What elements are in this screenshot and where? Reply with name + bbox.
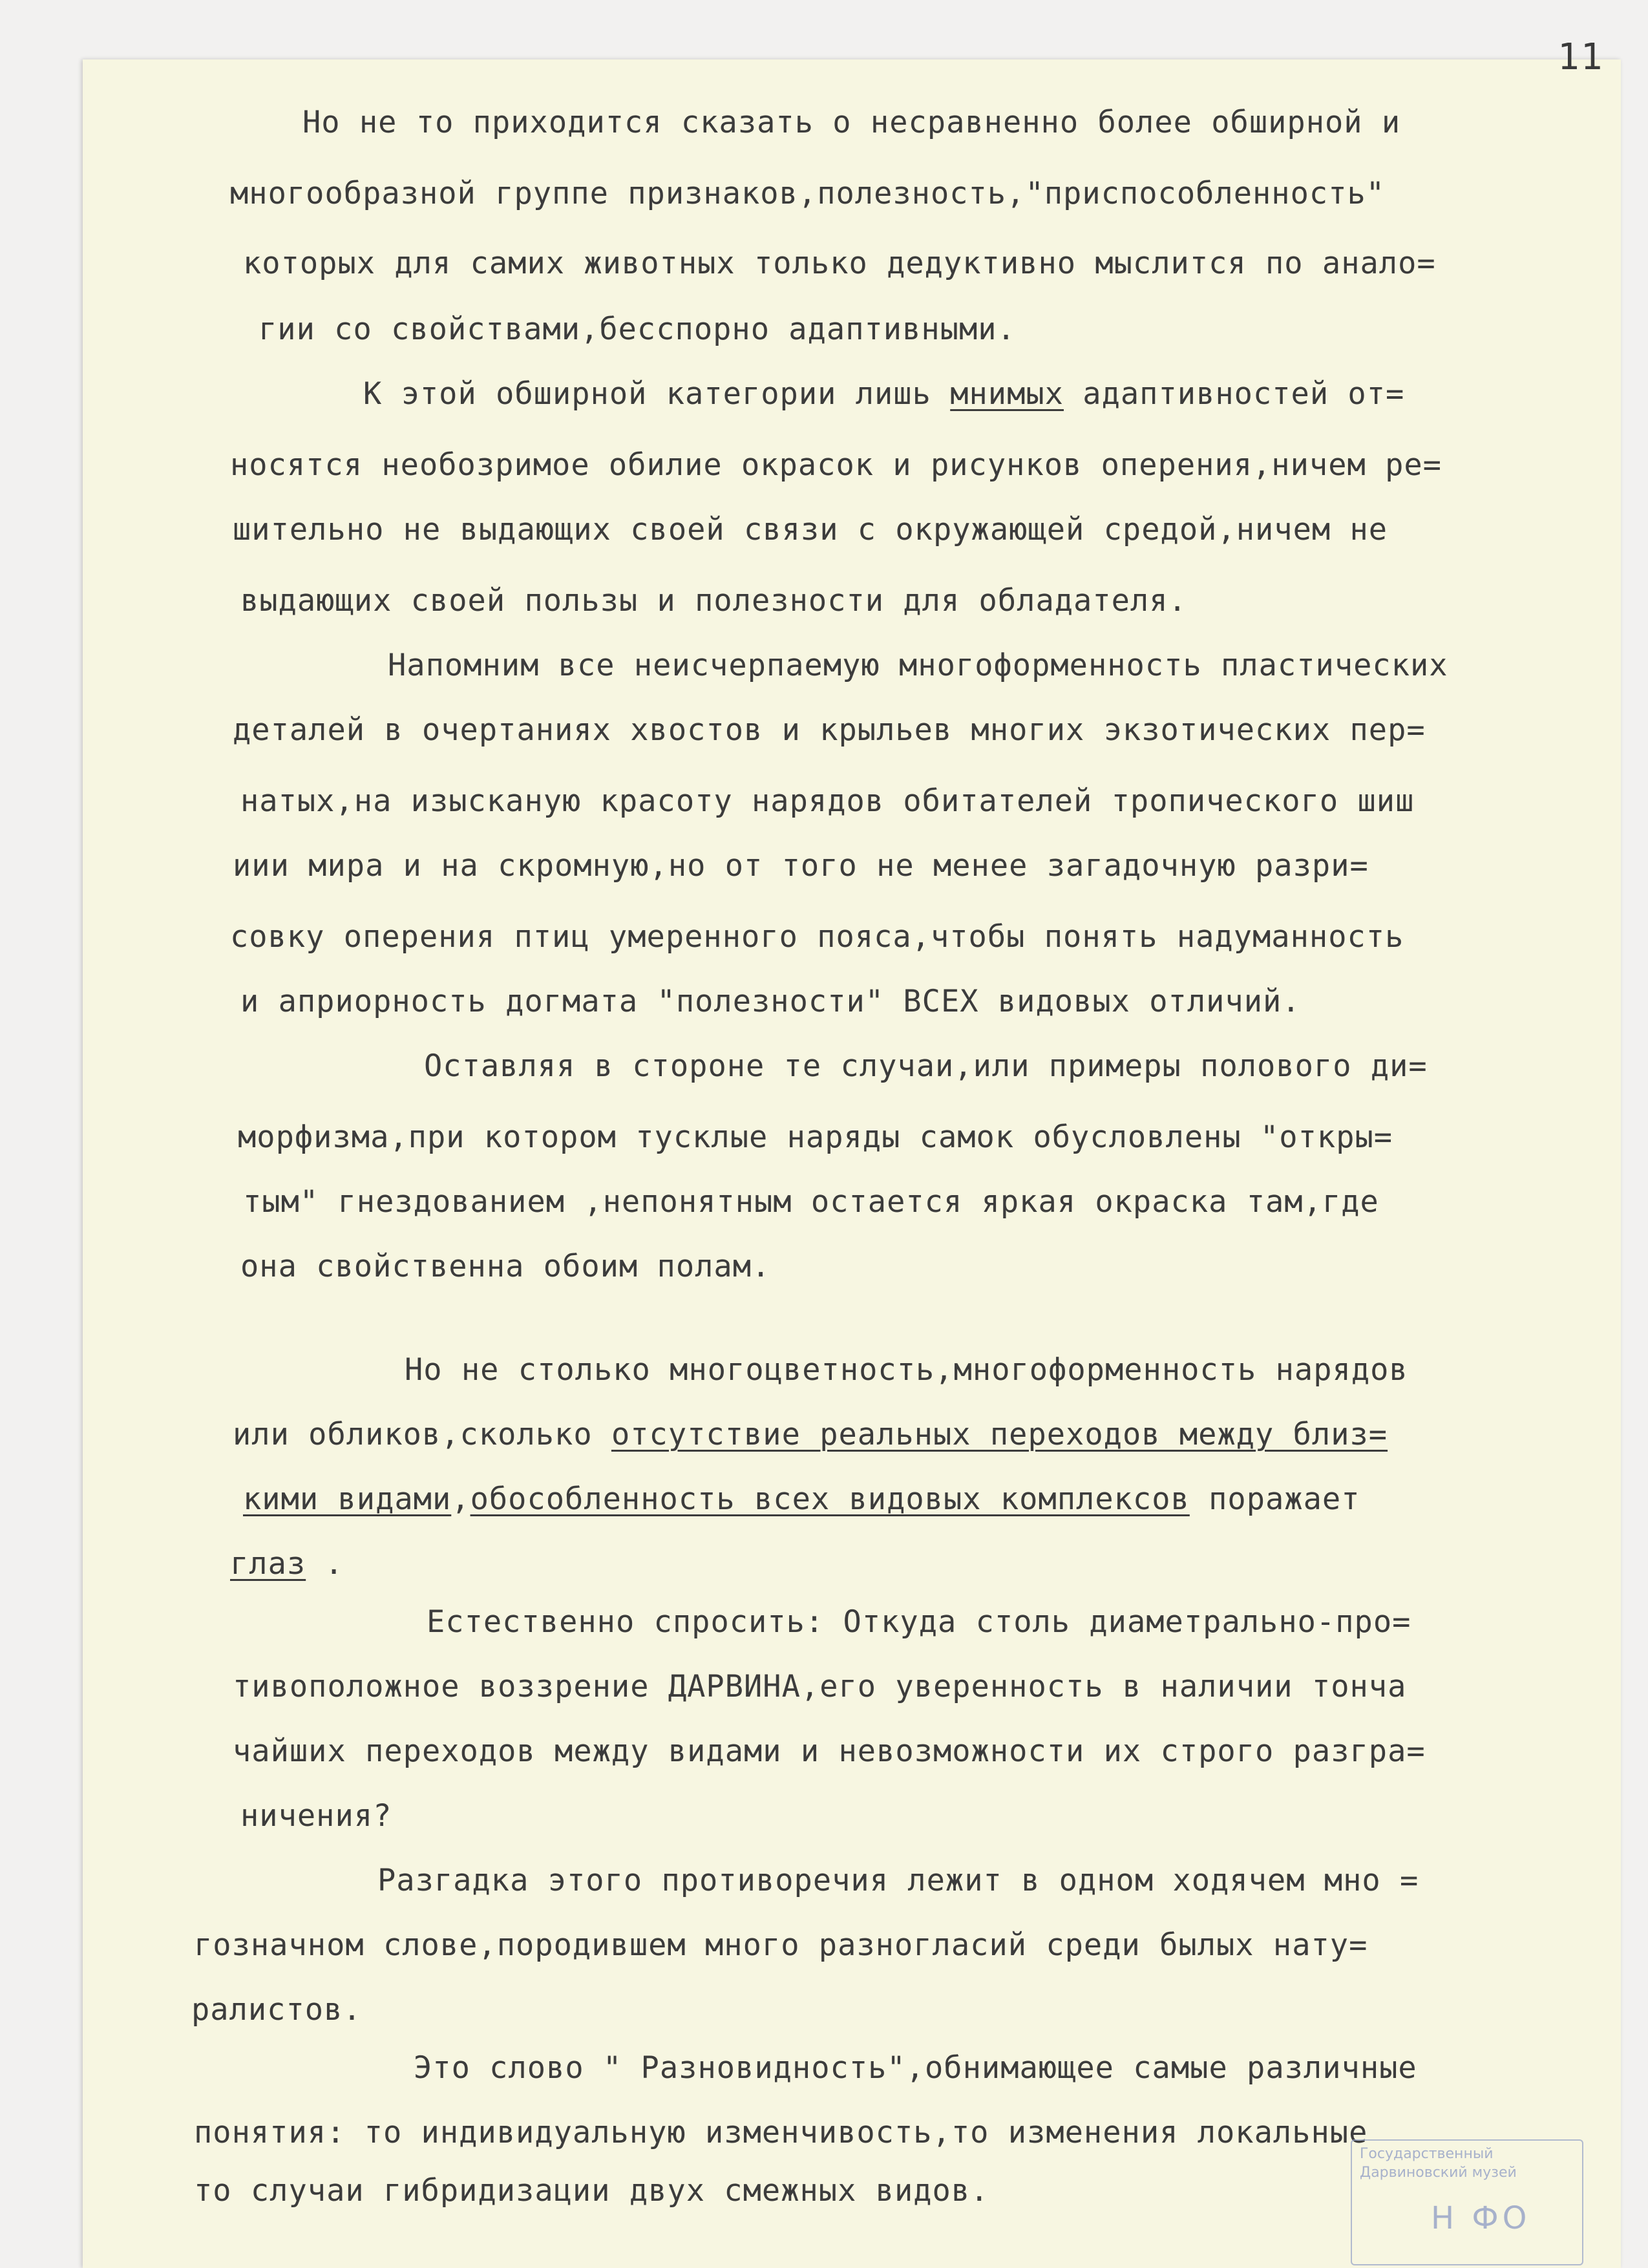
text-line: тивоположное воззрение ДАРВИНА,его уверенность в наличии тонча [233,1669,1407,1704]
text-line: многообразной группе признаков,полезность,"приспособленность" [230,176,1386,211]
text-line: ралистов. [191,1992,362,2028]
text-line [243,1480,1360,1519]
stamp-line-1: Государственный [1360,2146,1494,2162]
underlined-text: глаз [230,1546,306,1582]
text-line [363,375,1404,414]
text-line: натых,на изысканую красоту нарядов обитателей тропического шиш [240,783,1415,819]
text-line: она свойственна обоим полам. [240,1249,771,1284]
text-line: Оставляя в стороне те случаи,или примеры полового ди= [424,1048,1428,1084]
underlined-text: кими видами [243,1481,452,1517]
text-line: шительно не выдающих своей связи с окружающей средой,ничем не [233,512,1388,547]
text-line: Но не то приходится сказать о несравненно более обширной и [302,105,1401,140]
text-line: Напомним все неисчерпаемую многоформенность пластических [388,648,1448,683]
museum-stamp [1351,2139,1583,2265]
text-line: иии мира и на скромную,но от того не менее загадочную разри= [233,848,1369,884]
text-line: чайших переходов между видами и невозможности их строго разгра= [233,1733,1426,1769]
text-line: ничения? [240,1798,392,1834]
text-segment: К этой обширной категории лишь [363,376,951,412]
text-line: понятия: то индивидуальную изменчивость,то изменения локальные [194,2115,1368,2150]
text-line: Разгадка этого противоречия лежит в одном ходячем мно = [377,1863,1419,1898]
text-line: носятся необозримое обилие окрасок и рисунков оперения,ничем ре= [230,447,1442,483]
text-segment: адаптивностей от= [1063,376,1405,412]
underlined-text: обособленность всех видовых комплексов [470,1481,1190,1517]
text-line: Это слово " Разновидность",обнимающее самые различные [414,2050,1417,2086]
text-line: тым" гнездованием ,непонятным остается яркая окраска там,где [243,1184,1379,1220]
text-line: и априорность догмата "полезности" ВСЕХ видовых отличий. [240,984,1301,1019]
underlined-text: отсутствие реальных переходов между близ= [611,1417,1388,1452]
text-line: совку оперения птиц умеренного пояса,чтобы понять надуманность [230,919,1404,955]
text-line: Естественно спросить: Откуда столь диаметрально-про= [427,1604,1411,1640]
text-segment: , [451,1481,470,1517]
text-segment: поражает [1189,1481,1360,1517]
text-line: гии со свойствами,бесспорно адаптивными. [259,312,1016,347]
text-line [230,1545,344,1584]
text-line: гозначном слове,породившем много разногласий среди былых нату= [194,1927,1368,1963]
stamp-line-2: Дарвиновский музей [1360,2165,1517,2181]
text-line: деталей в очертаниях хвостов и крыльев многих экзотических пер= [233,712,1426,748]
text-line [233,1415,1388,1454]
underlined-text: мнимых [950,376,1064,412]
text-segment: . [306,1546,344,1582]
text-line: выдающих своей пользы и полезности для обладателя. [240,583,1187,619]
text-line: то случаи гибридизации двух смежных видов. [194,2173,989,2209]
text-segment: или обликов,сколько [233,1417,611,1452]
stamp-line-3: Н ФО [1431,2200,1531,2236]
page-number: 11 [1558,36,1604,78]
text-line: Но не столько многоцветность,многоформенность нарядов [405,1352,1408,1388]
text-line: морфизма,при котором тусклые наряды самок обусловлены "откры= [238,1119,1393,1155]
text-line: которых для самих животных только дедуктивно мыслится по анало= [243,246,1436,281]
